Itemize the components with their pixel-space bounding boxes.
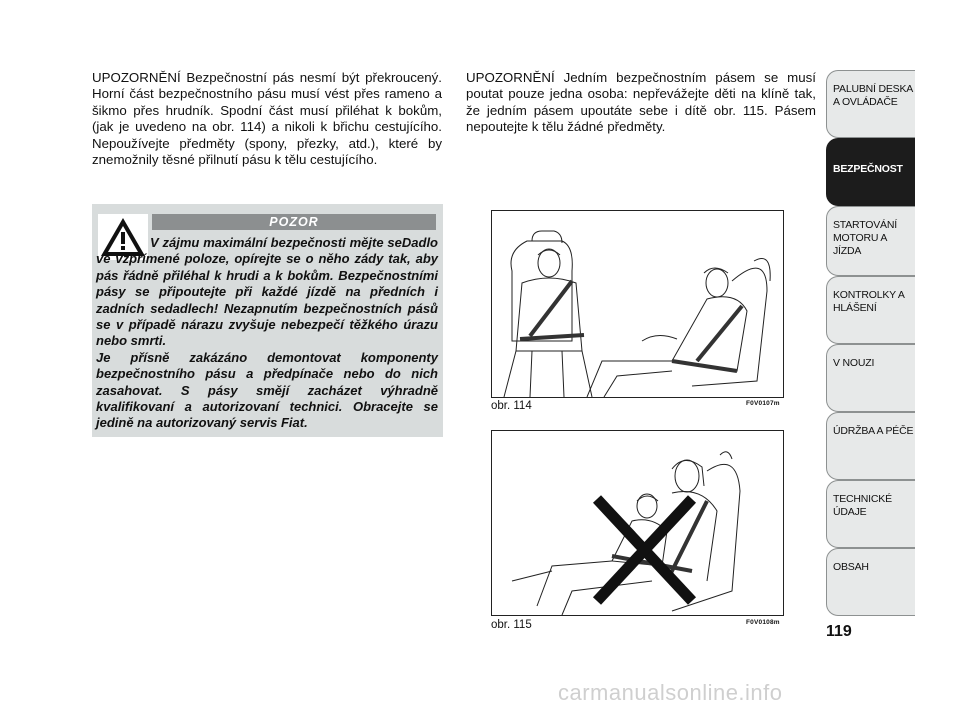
watermark[interactable]: carmanualsonline.info bbox=[558, 680, 783, 705]
left-body: Bezpečnostní pás nesmí být překroucený. Horní část bezpečnostního pásu musí vést přes rameno a šikmo přes hrudník. Spodní část musí přiléhat k bokům, (jak je uvedeno na obr. 114) a nikoli k břichu cestujícího. Nepoužívejte předměty (spony, přezky, atd.), které by znemožnily těsné přilnutí pásu k tělu cestujícího. bbox=[92, 70, 442, 168]
right-body: Jedním bezpečnostním pásem se musí poutat pouze jedna osoba: nepřevážejte děti na klíně tak, že jedním pásem upoutáte sebe i dítě obr. 115. Pásem nepoutejte k tělu žádné předměty. bbox=[466, 70, 816, 135]
tab-palubni-deska[interactable]: PALUBNÍ DESKA A OVLÁDAČE bbox=[826, 70, 915, 138]
warning-box bbox=[92, 204, 443, 437]
tab-bezpecnost[interactable]: BEZPEČNOST bbox=[826, 138, 915, 206]
warning-paragraph-1: V zájmu maximální bezpečnosti mějte seDadlo ve vzpřímené poloze, opírejte se o něho zády tak, aby pás řádně přiléhal k hrudi a k bokům. Bezpečnostními pásy se připoutejte při každé jízdě na předních i zadních sedadlech! Nezapnutím bezpečnostních pásů se v případě nárazu zvyšuje nebezpečí těžkého úrazu nebo smrti. bbox=[96, 235, 438, 349]
right-column-text bbox=[466, 70, 816, 136]
figure-114-seatbelt-adults bbox=[491, 210, 784, 398]
page-number: 119 bbox=[826, 623, 852, 640]
tab-startovani-motoru[interactable]: STARTOVÁNÍ MOTORU A JÍZDA bbox=[826, 206, 915, 276]
tab-v-nouzi[interactable]: V NOUZI bbox=[826, 344, 915, 412]
tab-technicke-udaje[interactable]: TECHNICKÉ ÚDAJE bbox=[826, 480, 915, 548]
left-column-text bbox=[92, 70, 442, 168]
warning-header: POZOR bbox=[152, 214, 436, 230]
child-on-lap-illustration bbox=[492, 431, 783, 615]
figure-114-caption: obr. 114 bbox=[491, 400, 532, 412]
warning-text bbox=[96, 235, 438, 432]
figure-115-code: F0V0108m bbox=[746, 619, 780, 626]
left-lead: UPOZORNĚNÍ bbox=[92, 70, 181, 85]
seatbelt-illustration bbox=[492, 211, 783, 397]
figure-115-caption: obr. 115 bbox=[491, 619, 532, 631]
tab-udrzba[interactable]: ÚDRŽBA A PÉČE bbox=[826, 412, 915, 480]
right-lead: UPOZORNĚNÍ bbox=[466, 70, 555, 85]
figure-114-code: F0V0107m bbox=[746, 400, 780, 407]
warning-paragraph-2: Je přísně zakázáno demontovat komponenty bezpečnostního pásu a předpínače nebo do nich zasahovat. S pásy smějí zacházet výhradně kvalifikovaní a autorizovaní technici. Obracejte se jedině na autorizovaný servis Fiat. bbox=[96, 349, 438, 431]
figure-115-child-on-lap bbox=[491, 430, 784, 616]
tab-obsah[interactable]: OBSAH bbox=[826, 548, 915, 616]
tab-kontrolky[interactable]: KONTROLKY A HLÁŠENÍ bbox=[826, 276, 915, 344]
